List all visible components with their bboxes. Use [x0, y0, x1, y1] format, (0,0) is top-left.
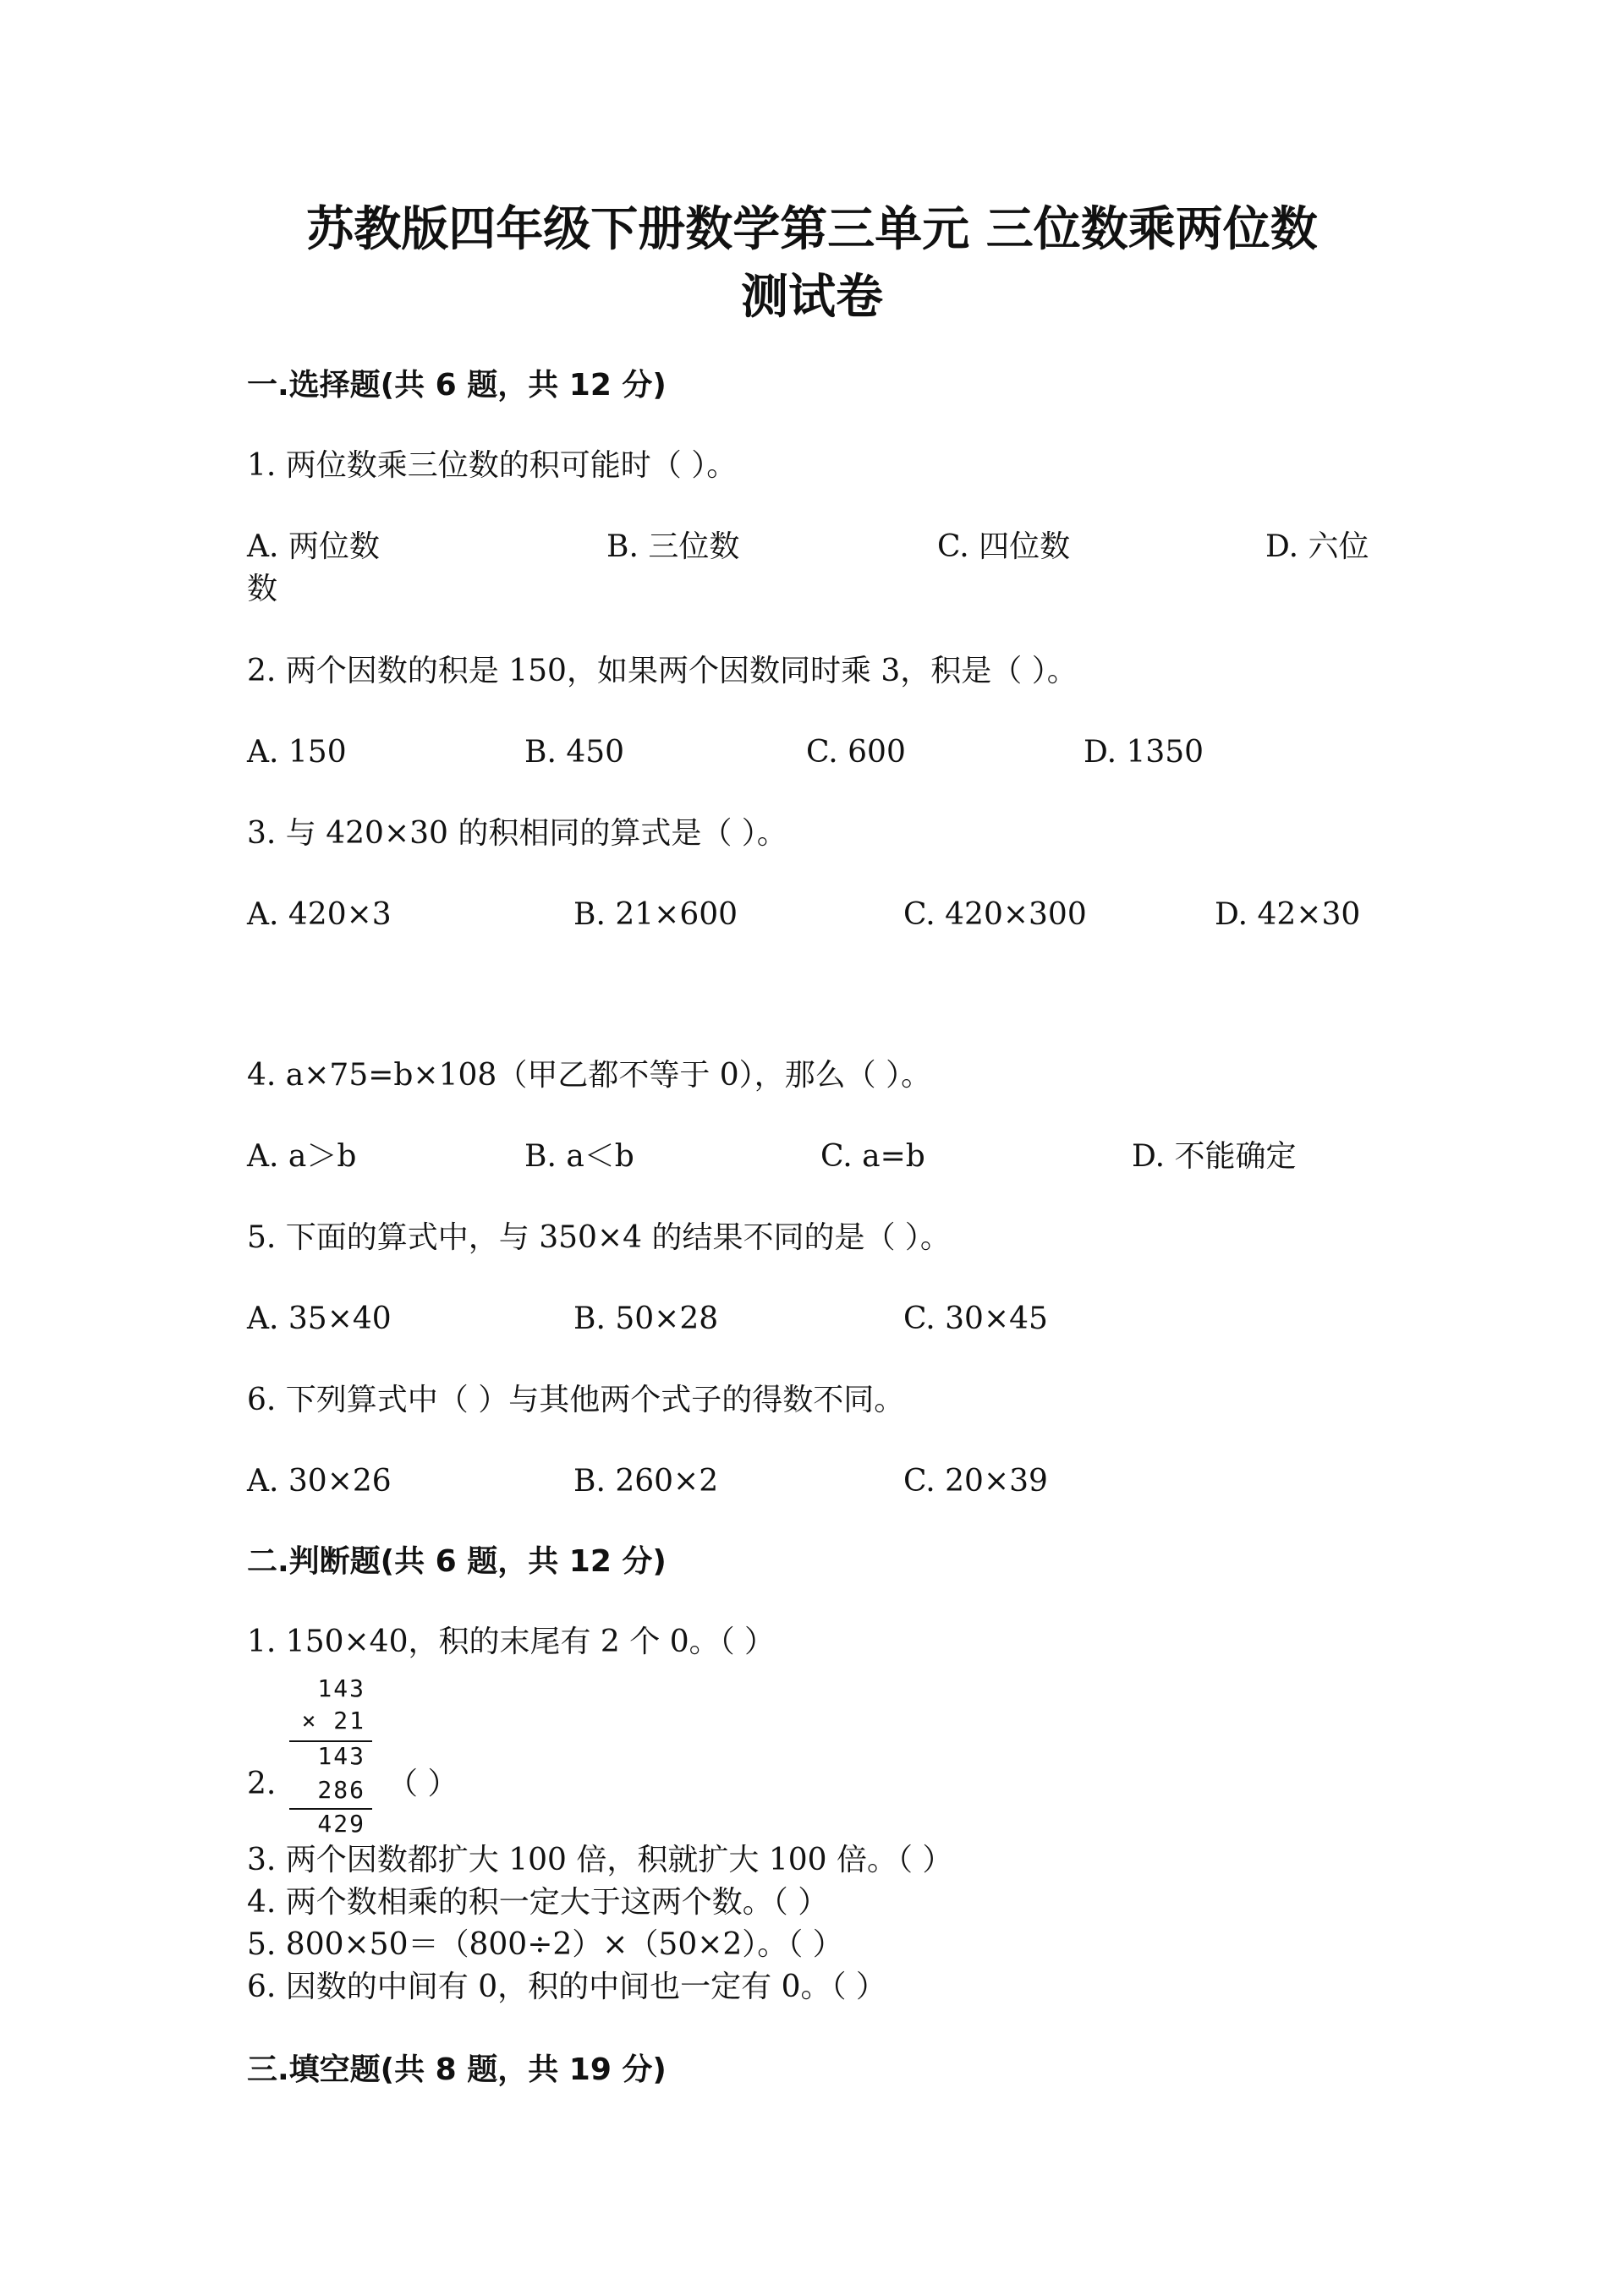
question-number: 2. [247, 1767, 277, 1801]
vertical-multiplication [289, 1674, 382, 1844]
option-c: C. 420×300 [903, 897, 1087, 932]
option-b: B. 260×2 [573, 1464, 719, 1499]
option-a: A. 420×3 [247, 897, 392, 932]
section-heading-judgement: 二.判断题(共 6 题，共 12 分) [247, 1544, 667, 1579]
calc-multiplier: × 21 [301, 1707, 365, 1734]
option-c: C. 四位数 [937, 529, 1071, 564]
option-a: A. 两位数 [247, 529, 380, 564]
option-a: A. 35×40 [247, 1301, 392, 1336]
question-stem: 1. 150×40，积的末尾有 2 个 0。（ ） [247, 1625, 776, 1659]
option-d: D. 42×30 [1215, 897, 1361, 932]
option-a: A. a＞b [247, 1139, 357, 1174]
option-a: A. 150 [247, 735, 347, 770]
question-stem: 1. 两位数乘三位数的积可能时（ ）。 [247, 448, 738, 483]
answer-paren: （ ） [387, 1767, 458, 1801]
option-c: C. a=b [820, 1139, 925, 1174]
question-stem: 6. 因数的中间有 0，积的中间也一定有 0。（ ） [247, 1970, 886, 2004]
option-b: B. 50×28 [573, 1301, 719, 1336]
option-b: B. 450 [524, 735, 625, 770]
question-stem: 5. 下面的算式中，与 350×4 的结果不同的是（ ）。 [247, 1220, 951, 1255]
section-heading-choice: 一.选择题(共 6 题，共 12 分) [247, 368, 667, 403]
calc-result: 429 [317, 1810, 365, 1838]
calc-partial-product-1: 143 [317, 1742, 365, 1770]
option-b: B. 21×600 [573, 897, 738, 932]
option-d: D. 不能确定 [1132, 1139, 1297, 1174]
question-stem: 4. a×75=b×108（甲乙都不等于 0），那么（ ）。 [247, 1058, 932, 1093]
exam-title-line2: 测试卷 [741, 270, 883, 325]
question-stem: 3. 与 420×30 的积相同的算式是（ ）。 [247, 816, 787, 851]
option-d-wrap: 数 [247, 572, 278, 606]
option-c: C. 600 [806, 735, 906, 770]
exam-title-line1: 苏教版四年级下册数学第三单元 三位数乘两位数 [306, 202, 1318, 257]
option-a: A. 30×26 [247, 1464, 392, 1499]
question-stem: 6. 下列算式中（ ）与其他两个式子的得数不同。 [247, 1383, 905, 1417]
option-d: D. 六位 [1265, 529, 1369, 564]
question-stem: 3. 两个因数都扩大 100 倍，积就扩大 100 倍。（ ） [247, 1843, 953, 1877]
option-c: C. 20×39 [903, 1464, 1048, 1499]
question-stem: 4. 两个数相乘的积一定大于这两个数。（ ） [247, 1885, 829, 1920]
calc-partial-product-2: 286 [317, 1776, 365, 1804]
section-heading-fill-blank: 三.填空题(共 8 题，共 19 分) [247, 2052, 667, 2087]
option-b: B. a＜b [524, 1139, 634, 1174]
question-stem: 2. 两个因数的积是 150，如果两个因数同时乘 3，积是（ ）。 [247, 654, 1078, 688]
option-c: C. 30×45 [903, 1301, 1048, 1336]
option-d: D. 1350 [1084, 735, 1204, 770]
option-b: B. 三位数 [606, 529, 740, 564]
question-stem: 5. 800×50＝（800÷2）×（50×2）。（ ） [247, 1927, 843, 1962]
calc-multiplicand: 143 [317, 1674, 365, 1702]
